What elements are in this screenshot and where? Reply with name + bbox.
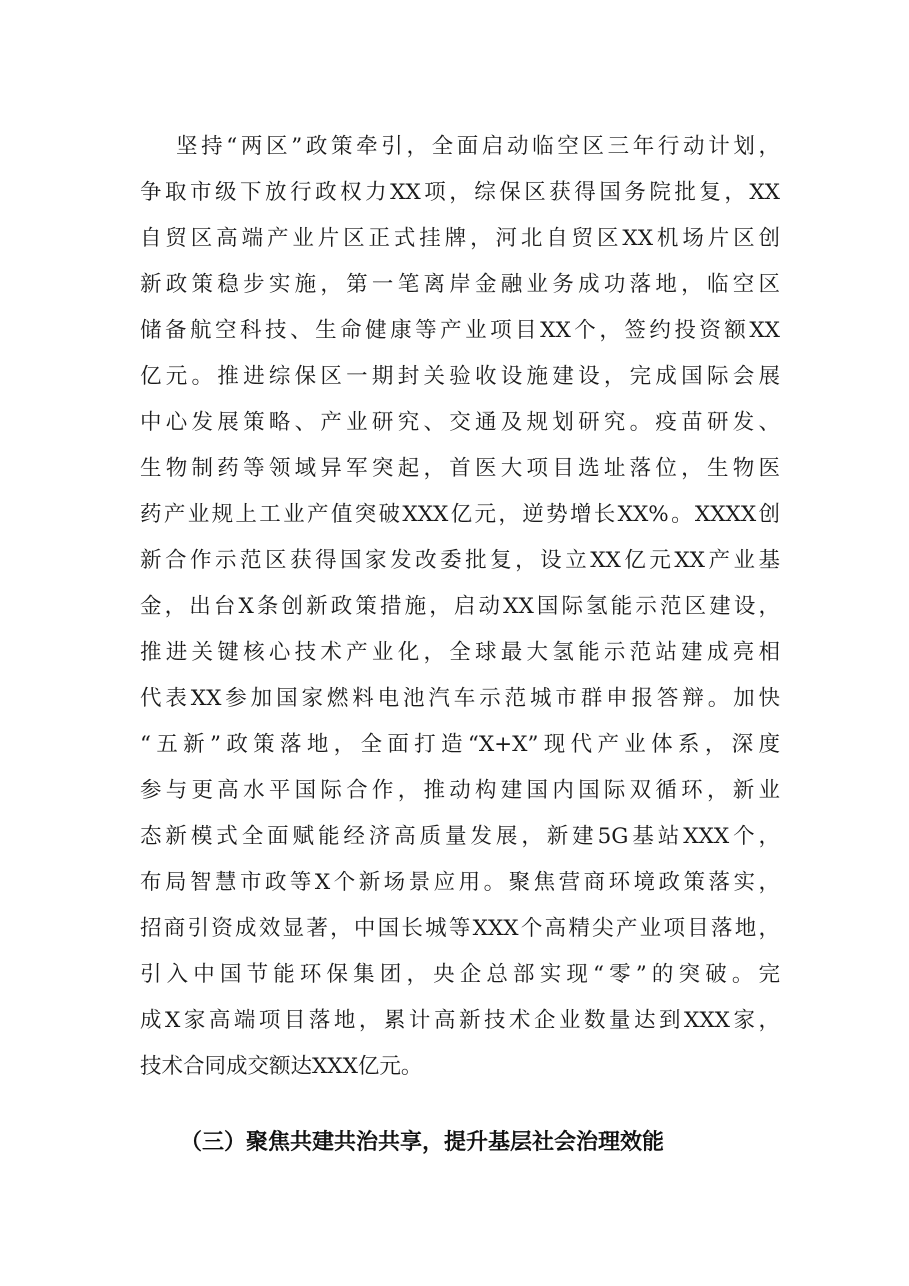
paragraph-line: 新合作示范区获得国家发改委批复，设立XX亿元XX产业基 <box>140 548 780 573</box>
paragraph-line: 技术合同成交额达XXX亿元。 <box>140 1054 423 1079</box>
paragraph-line: 招商引资成效显著，中国长城等XXX个高精尖产业项目落地， <box>140 916 780 941</box>
section-heading: （三）聚焦共建共治共享，提升基层社会治理效能 <box>180 1129 665 1155</box>
paragraph-line: 引入中国节能环保集团，央企总部实现“零”的突破。完 <box>140 962 780 987</box>
paragraph-line: 态新模式全面赋能经济高质量发展，新建5G基站XXX个， <box>140 824 780 849</box>
paragraph-line: 布局智慧市政等X个新场景应用。聚焦营商环境政策落实， <box>140 870 780 895</box>
paragraph-line: 金，出台X条创新政策措施，启动XX国际氢能示范区建设， <box>140 594 780 619</box>
paragraph-line: 中心发展策略、产业研究、交通及规划研究。疫苗研发、 <box>140 410 780 435</box>
paragraph-line: 自贸区高端产业片区正式挂牌，河北自贸区XX机场片区创 <box>140 226 780 251</box>
paragraph-line: 成X家高端项目落地，累计高新技术企业数量达到XXX家， <box>140 1008 780 1033</box>
paragraph-line: 储备航空科技、生命健康等产业项目XX个，签约投资额XX <box>140 318 780 343</box>
paragraph-line: 亿元。推进综保区一期封关验收设施建设，完成国际会展 <box>140 364 780 389</box>
paragraph-line: 生物制药等领域异军突起，首医大项目选址落位，生物医 <box>140 456 780 481</box>
paragraph-line: 坚持“两区”政策牵引，全面启动临空区三年行动计划， <box>176 134 780 159</box>
paragraph-line: 药产业规上工业产值突破XXX亿元，逆势增长XX%。XXXX创 <box>140 502 780 527</box>
paragraph-line: 代表XX参加国家燃料电池汽车示范城市群申报答辩。加快 <box>140 686 780 711</box>
paragraph-line: 参与更高水平国际合作，推动构建国内国际双循环，新业 <box>140 778 780 803</box>
paragraph-line: 新政策稳步实施，第一笔离岸金融业务成功落地，临空区 <box>140 272 780 297</box>
paragraph-line: 争取市级下放行政权力XX项，综保区获得国务院批复，XX <box>140 180 780 205</box>
paragraph-line: 推进关键核心技术产业化，全球最大氢能示范站建成亮相 <box>140 640 780 665</box>
paragraph-line: “五新”政策落地，全面打造“X+X”现代产业体系，深度 <box>140 732 780 757</box>
